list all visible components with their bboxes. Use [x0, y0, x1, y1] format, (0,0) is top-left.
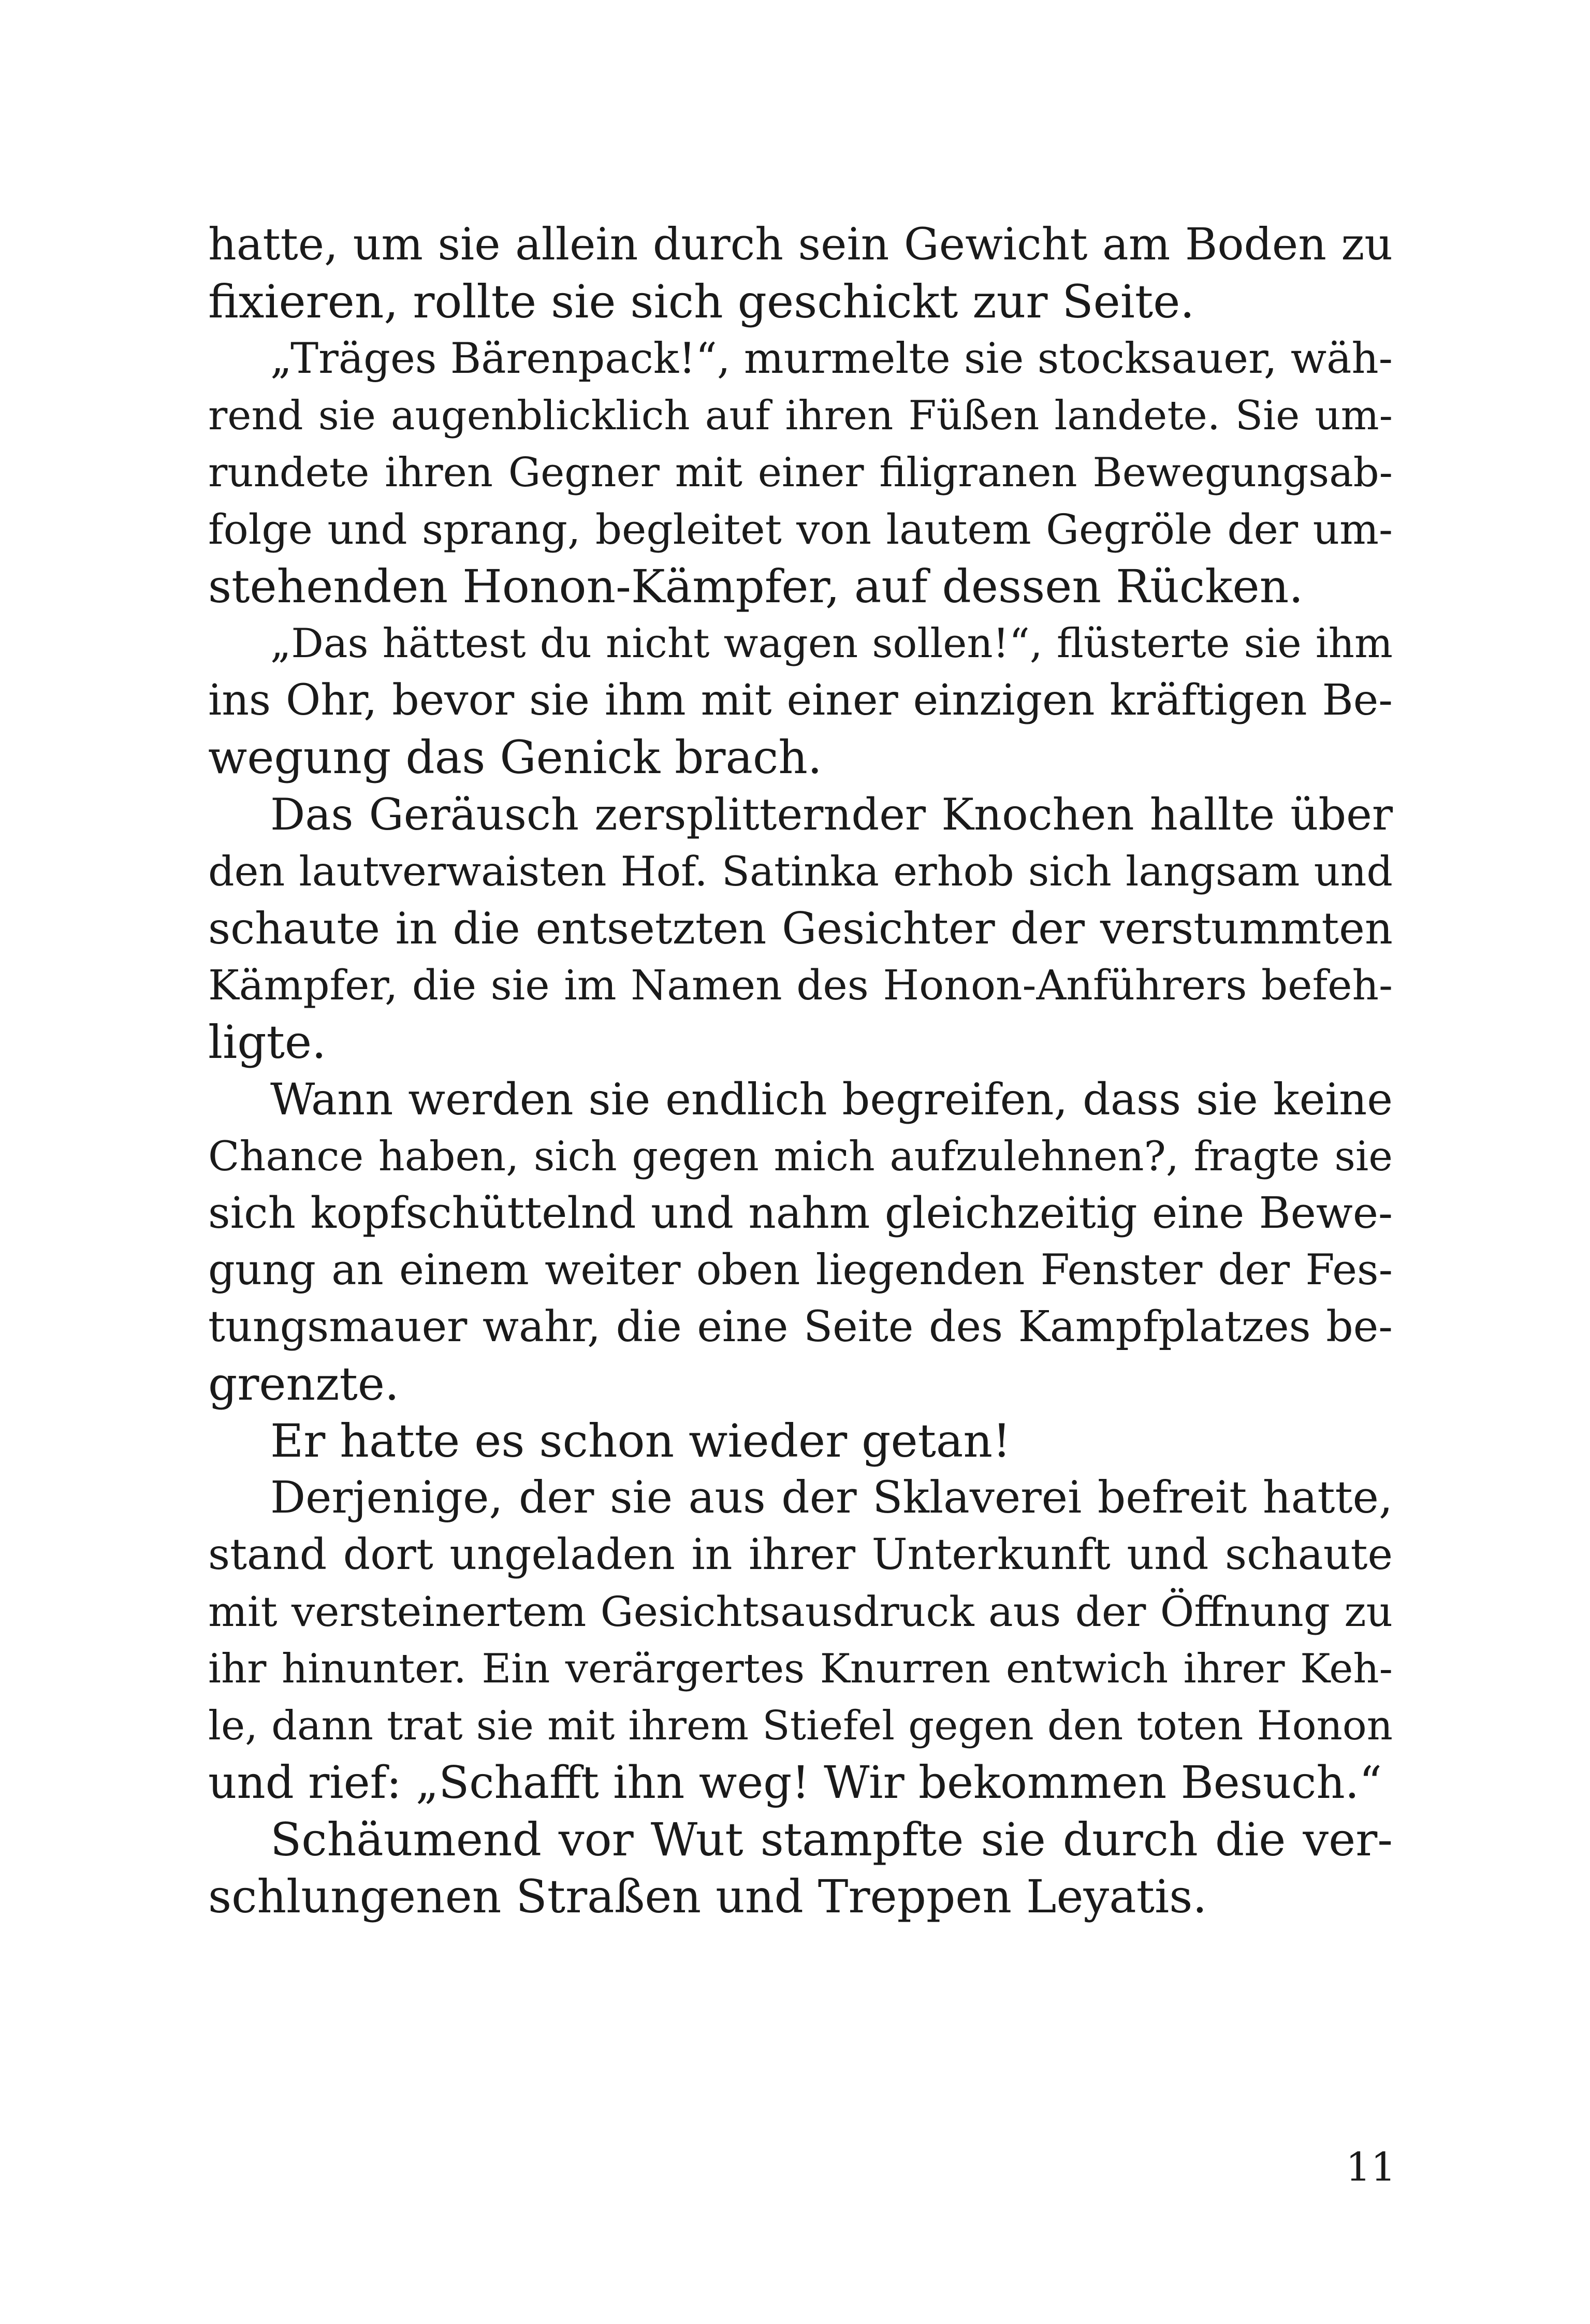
text-line: hatte, um sie allein durch sein Gewicht am Boden zu [208, 219, 1393, 270]
text-line: grenzte. [208, 1357, 399, 1411]
text-line: ihr hinunter. Ein verärgertes Knurren entwich ihrer Keh- [208, 1646, 1393, 1692]
text-line: mit versteinertem Gesichtsausdruck aus der Öffnung zu [208, 1588, 1393, 1636]
text-line: Er hatte es schon wieder getan! [270, 1414, 1011, 1468]
text-line: rundete ihren Gegner mit einer filigranen Bewegungsab- [208, 449, 1393, 496]
text-line: den lautverwaisten Hof. Satinka erhob sich langsam und [208, 848, 1393, 895]
text-line: fixieren, rollte sie sich geschickt zur Seite. [208, 275, 1195, 328]
text-line: Wann werden sie endlich begreifen, dass sie keine [270, 1074, 1393, 1125]
text-line: Derjenige, der sie aus der Sklaverei befreit hatte, [270, 1472, 1393, 1523]
text-line: folge und sprang, begleitet von lautem Gegröle der um- [208, 505, 1393, 554]
text-line: Kämpfer, die sie im Namen des Honon-Anführers befeh- [208, 961, 1393, 1009]
text-line: Schäumend vor Wut stampfte sie durch die ver- [270, 1813, 1393, 1866]
text-line: tungsmauer wahr, die eine Seite des Kampfplatzes be- [208, 1302, 1393, 1352]
text-line: schlungenen Straßen und Treppen Leyatis. [208, 1870, 1207, 1923]
text-line: stand dort ungeladen in ihrer Unterkunft und schaute [208, 1530, 1393, 1579]
text-line: gung an einem weiter oben liegenden Fenster der Fes- [208, 1246, 1393, 1295]
text-line: le, dann trat sie mit ihrem Stiefel gegen den toten Honon [208, 1703, 1393, 1749]
text-line: Chance haben, sich gegen mich aufzulehnen?, fragte sie [208, 1132, 1393, 1180]
text-line: rend sie augenblicklich auf ihren Füßen landete. Sie um- [208, 393, 1393, 439]
text-line: „Das hättest du nicht wagen sollen!“, flüsterte sie ihm [270, 620, 1393, 667]
text-line: und rief: „Schafft ihn weg! Wir bekommen Besuch.“ [208, 1757, 1382, 1809]
text-line: ligte. [208, 1015, 327, 1069]
text-line: schaute in die entsetzten Gesichter der verstummten [208, 903, 1393, 954]
text-line: Das Geräusch zersplitternder Knochen hallte über [270, 789, 1393, 840]
text-line: sich kopfschüttelnd und nahm gleichzeitig eine Bewe- [208, 1188, 1393, 1238]
text-line: „Träges Bärenpack!“, murmelte sie stocksauer, wäh- [270, 335, 1393, 383]
text-line: stehenden Honon-Kämpfer, auf dessen Rücken. [208, 560, 1304, 613]
text-line: wegung das Genick brach. [208, 731, 822, 784]
text-line: ins Ohr, bevor sie ihm mit einer einzigen kräftigen Be- [208, 676, 1393, 725]
body-text [208, 216, 1393, 1925]
page-number: 11 [1346, 2144, 1396, 2190]
